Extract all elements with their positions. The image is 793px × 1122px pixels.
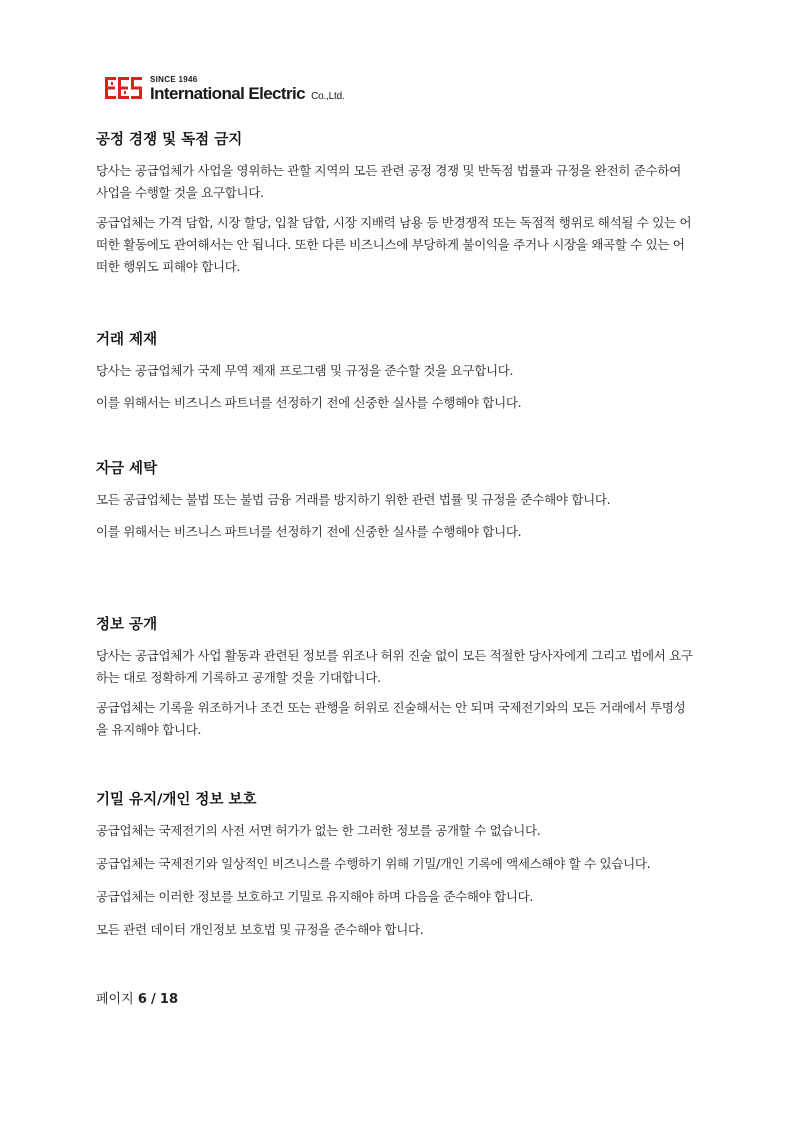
section-paragraph: 공급업체는 이러한 정보를 보호하고 기밀로 유지해야 하며 다음을 준수해야 합니다. xyxy=(96,889,534,904)
section-confidentiality-privacy xyxy=(96,790,696,941)
section-fair-competition xyxy=(96,130,696,278)
logo-company-suffix: Co.,Ltd. xyxy=(311,91,345,102)
section-paragraph: 당사는 공급업체가 국제 무역 제재 프로그램 및 규정을 준수할 것을 요구합니다. xyxy=(96,363,514,378)
page-current: 6 xyxy=(137,992,147,1007)
section-paragraph: 모든 관련 데이터 개인정보 보호법 및 규정을 준수해야 합니다. xyxy=(96,922,424,937)
section-paragraph: 당사는 공급업체가 사업 활동과 관련된 정보를 위조나 허위 진술 없이 모든 적절한 당사자에게 그리고 법에서 요구하는 대로 정확하게 기록하고 공개할 것을 기대합니다. xyxy=(96,648,693,685)
section-paragraph: 공급업체는 국제전기의 사전 서면 허가가 없는 한 그러한 정보를 공개할 수 없습니다. xyxy=(96,823,541,838)
section-trade-sanctions xyxy=(96,330,696,414)
page-total: 18 xyxy=(159,992,178,1007)
section-heading: 공정 경쟁 및 독점 금지 xyxy=(96,132,243,148)
section-heading: 거래 제재 xyxy=(96,332,158,348)
section-heading: 정보 공개 xyxy=(96,617,158,633)
section-heading: 자금 세탁 xyxy=(96,461,158,477)
page-label: 페이지 xyxy=(96,992,134,1007)
document-body xyxy=(96,0,696,1122)
page-number xyxy=(96,988,178,1007)
page-separator: / xyxy=(151,992,156,1007)
logo-company-name: International Electric Co.,Ltd. xyxy=(150,84,345,103)
section-paragraph: 공급업체는 가격 담합, 시장 할당, 입찰 담합, 시장 지배력 남용 등 반경쟁적 또는 독점적 행위로 해석될 수 있는 어떠한 활동에도 관여해서는 안 됩니다. 또한 다른 비즈니스에 부당하게 불이익을 주거나 시장을 왜곡할 수 있는 어떠한 행위도 피해야 합니다. xyxy=(96,215,692,274)
section-paragraph: 모든 공급업체는 불법 또는 불법 금융 거래를 방지하기 위한 관련 법률 및 규정을 준수해야 합니다. xyxy=(96,492,611,507)
section-paragraph: 이를 위해서는 비즈니스 파트너를 선정하기 전에 신중한 실사를 수행해야 합니다. xyxy=(96,524,522,539)
section-paragraph: 공급업체는 기록을 위조하거나 조건 또는 관행을 허위로 진술해서는 안 되며 국제전기와의 모든 거래에서 투명성을 유지해야 합니다. xyxy=(96,700,686,737)
logo-since: SINCE 1946 xyxy=(150,75,198,84)
section-paragraph: 이를 위해서는 비즈니스 파트너를 선정하기 전에 신중한 실사를 수행해야 합니다. xyxy=(96,395,522,410)
section-disclosure xyxy=(96,615,696,741)
section-paragraph: 당사는 공급업체가 사업을 영위하는 관할 지역의 모든 관련 공정 경쟁 및 반독점 법률과 규정을 완전히 준수하여 사업을 수행할 것을 요구합니다. xyxy=(96,163,681,200)
section-paragraph: 공급업체는 국제전기와 일상적인 비즈니스를 수행하기 위해 기밀/개인 기록에 액세스해야 할 수 있습니다. xyxy=(96,856,651,871)
section-heading: 기밀 유지/개인 정보 보호 xyxy=(96,792,257,808)
section-money-laundering xyxy=(96,459,696,543)
